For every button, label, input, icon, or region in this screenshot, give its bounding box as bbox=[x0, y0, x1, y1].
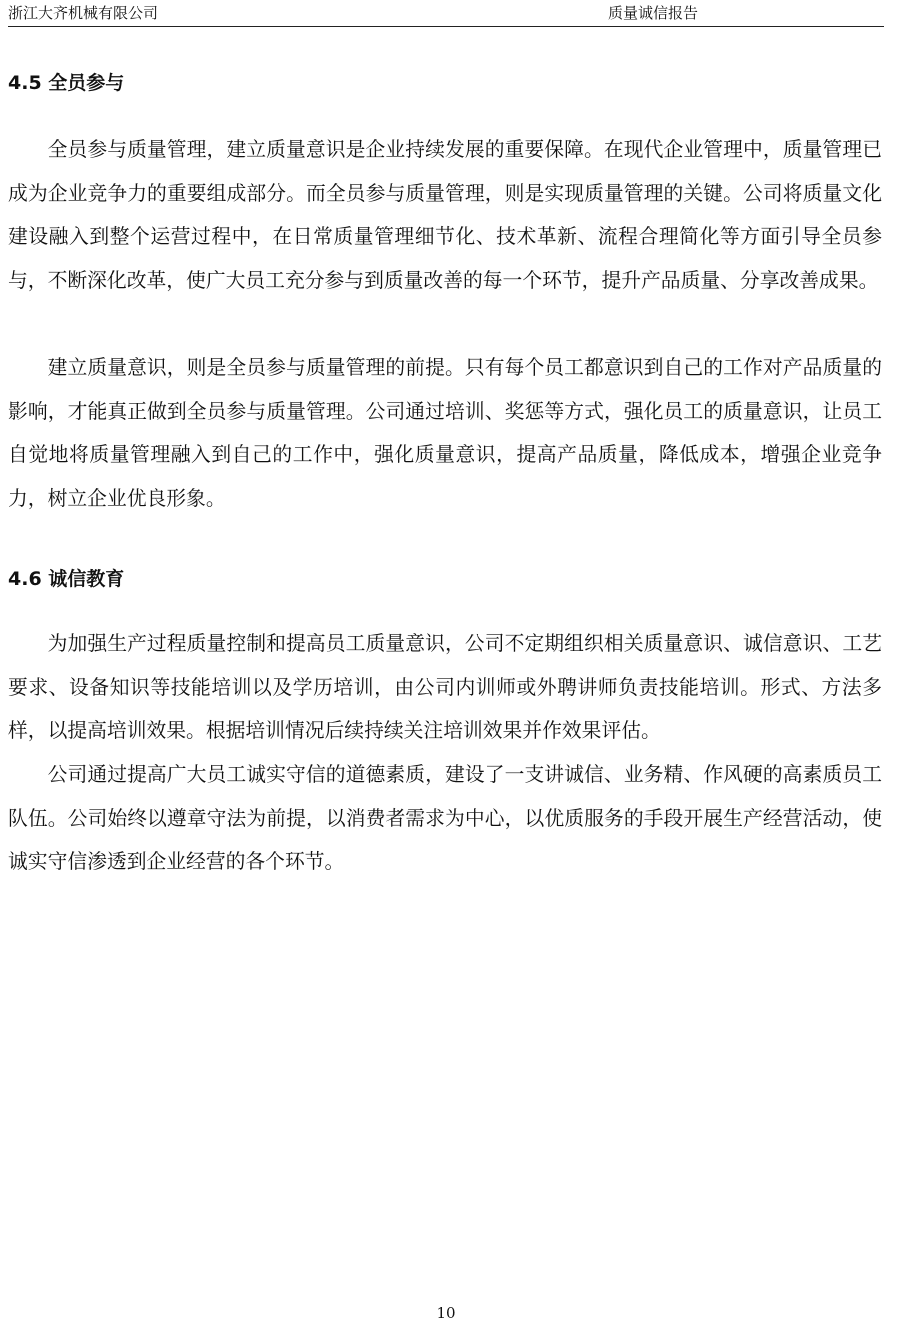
section-4-5-paragraph-1: 全员参与质量管理，建立质量意识是企业持续发展的重要保障。在现代企业管理中，质量管理已成为企业竞争力的重要组成部分。而全员参与质量管理，则是实现质量管理的关键。公司将质量文化建设融入到整个运营过程中，在日常质量管理细节化、技术革新、流程合理简化等方面引导全员参与，不断深化改革，使广大员工充分参与到质量改善的每一个环节，提升产品质量、分享改善成果。 bbox=[8, 138, 882, 292]
section-4-6-paragraph-2: 公司通过提高广大员工诚实守信的道德素质，建设了一支讲诚信、业务精、作风硬的高素质员工队伍。公司始终以遵章守法为前提，以消费者需求为中心，以优质服务的手段开展生产经营活动，使诚实守信渗透到企业经营的各个环节。 bbox=[8, 763, 882, 873]
page-number: 10 bbox=[436, 1304, 456, 1322]
header-company-name: 浙江大齐机械有限公司 bbox=[8, 4, 159, 22]
section-title-4-5: 4.5 全员参与 bbox=[8, 72, 125, 94]
section-4-6-paragraph-1: 为加强生产过程质量控制和提高员工质量意识，公司不定期组织相关质量意识、诚信意识、工艺要求、设备知识等技能培训以及学历培训，由公司内训师或外聘讲师负责技能培训。形式、方法多样，以提高培训效果。根据培训情况后续持续关注培训效果并作效果评估。 bbox=[8, 632, 882, 742]
section-4-5-paragraph-2: 建立质量意识，则是全员参与质量管理的前提。只有每个员工都意识到自己的工作对产品质量的影响，才能真正做到全员参与质量管理。公司通过培训、奖惩等方式，强化员工的质量意识，让员工自觉地将质量管理融入到自己的工作中，强化质量意识，提高产品质量，降低成本，增强企业竞争力，树立企业优良形象。 bbox=[8, 356, 882, 510]
header-report-title: 质量诚信报告 bbox=[608, 4, 699, 22]
section-title-4-6: 4.6 诚信教育 bbox=[8, 568, 125, 590]
page-header bbox=[8, 0, 884, 27]
